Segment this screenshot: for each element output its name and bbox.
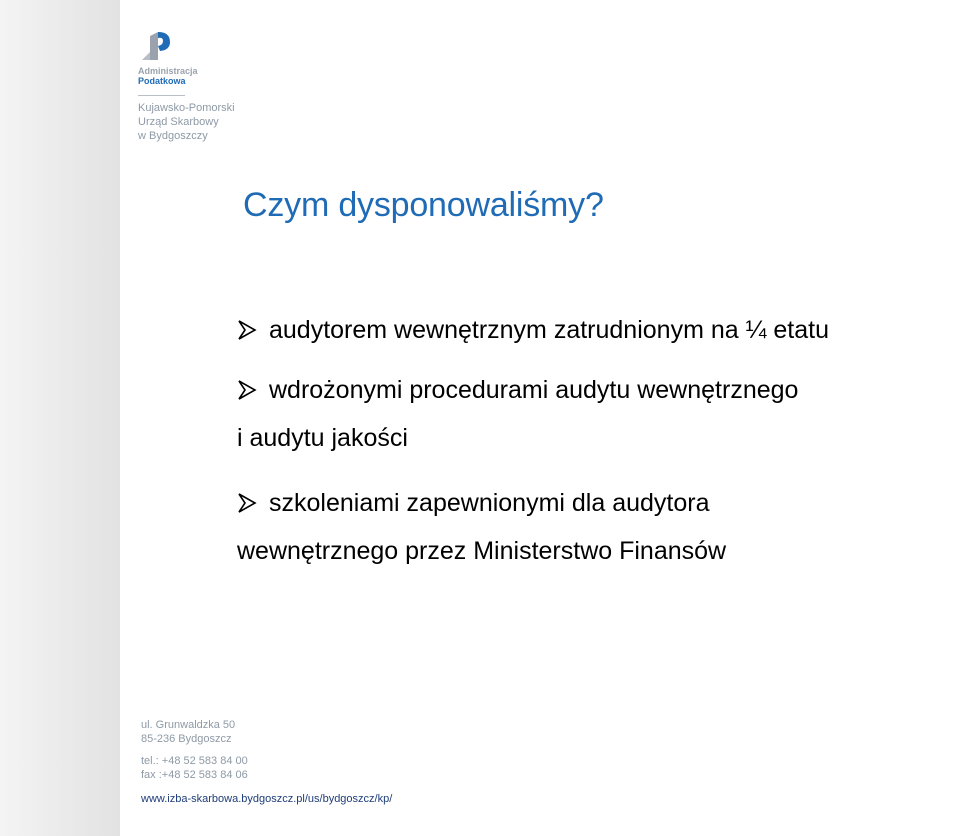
bullet-text-continuation: wewnętrznego przez Ministerstwo Finansów xyxy=(237,537,727,565)
office-line-2: Urząd Skarbowy xyxy=(138,116,219,128)
bullet-item xyxy=(237,305,957,365)
arrow-bullet-icon xyxy=(237,492,257,514)
bullet-item xyxy=(237,365,957,478)
footer-contact xyxy=(141,718,392,806)
bullet-text-continuation: i audytu jakości xyxy=(237,424,408,452)
ap-emblem-icon xyxy=(138,30,208,92)
bullet-text: wdrożonymi procedurami audytu wewnętrznego xyxy=(269,376,799,404)
logo-text-line1: Administracja xyxy=(138,66,198,76)
bullet-text: szkoleniami zapewnionymi dla audytora xyxy=(269,489,710,517)
logo-divider xyxy=(138,95,185,96)
footer-city: 85-236 Bydgoszcz xyxy=(141,733,232,745)
left-sidebar-band xyxy=(0,0,120,836)
footer-street: ul. Grunwaldzka 50 xyxy=(141,719,236,731)
footer-website-link[interactable]: www.izba-skarbowa.bydgoszcz.pl/us/bydgoszcz/kp/ xyxy=(141,793,393,805)
arrow-bullet-icon xyxy=(237,379,257,401)
footer-fax: fax :+48 52 583 84 06 xyxy=(141,769,248,781)
bullet-item xyxy=(237,478,957,588)
bullet-text: audytorem wewnętrznym zatrudnionym na ¼ etatu xyxy=(269,316,829,344)
office-line-1: Kujawsko-Pomorski xyxy=(138,102,235,114)
slide-title: Czym dysponowaliśmy? xyxy=(243,186,604,224)
office-line-3: w Bydgoszczy xyxy=(138,130,208,142)
footer-tel: tel.: +48 52 583 84 00 xyxy=(141,755,248,767)
administracja-podatkowa-logo xyxy=(138,30,208,92)
office-name-block xyxy=(138,101,235,143)
bullet-list xyxy=(237,305,957,588)
arrow-bullet-icon xyxy=(237,319,257,341)
logo-text-line2: Podatkowa xyxy=(138,76,186,86)
